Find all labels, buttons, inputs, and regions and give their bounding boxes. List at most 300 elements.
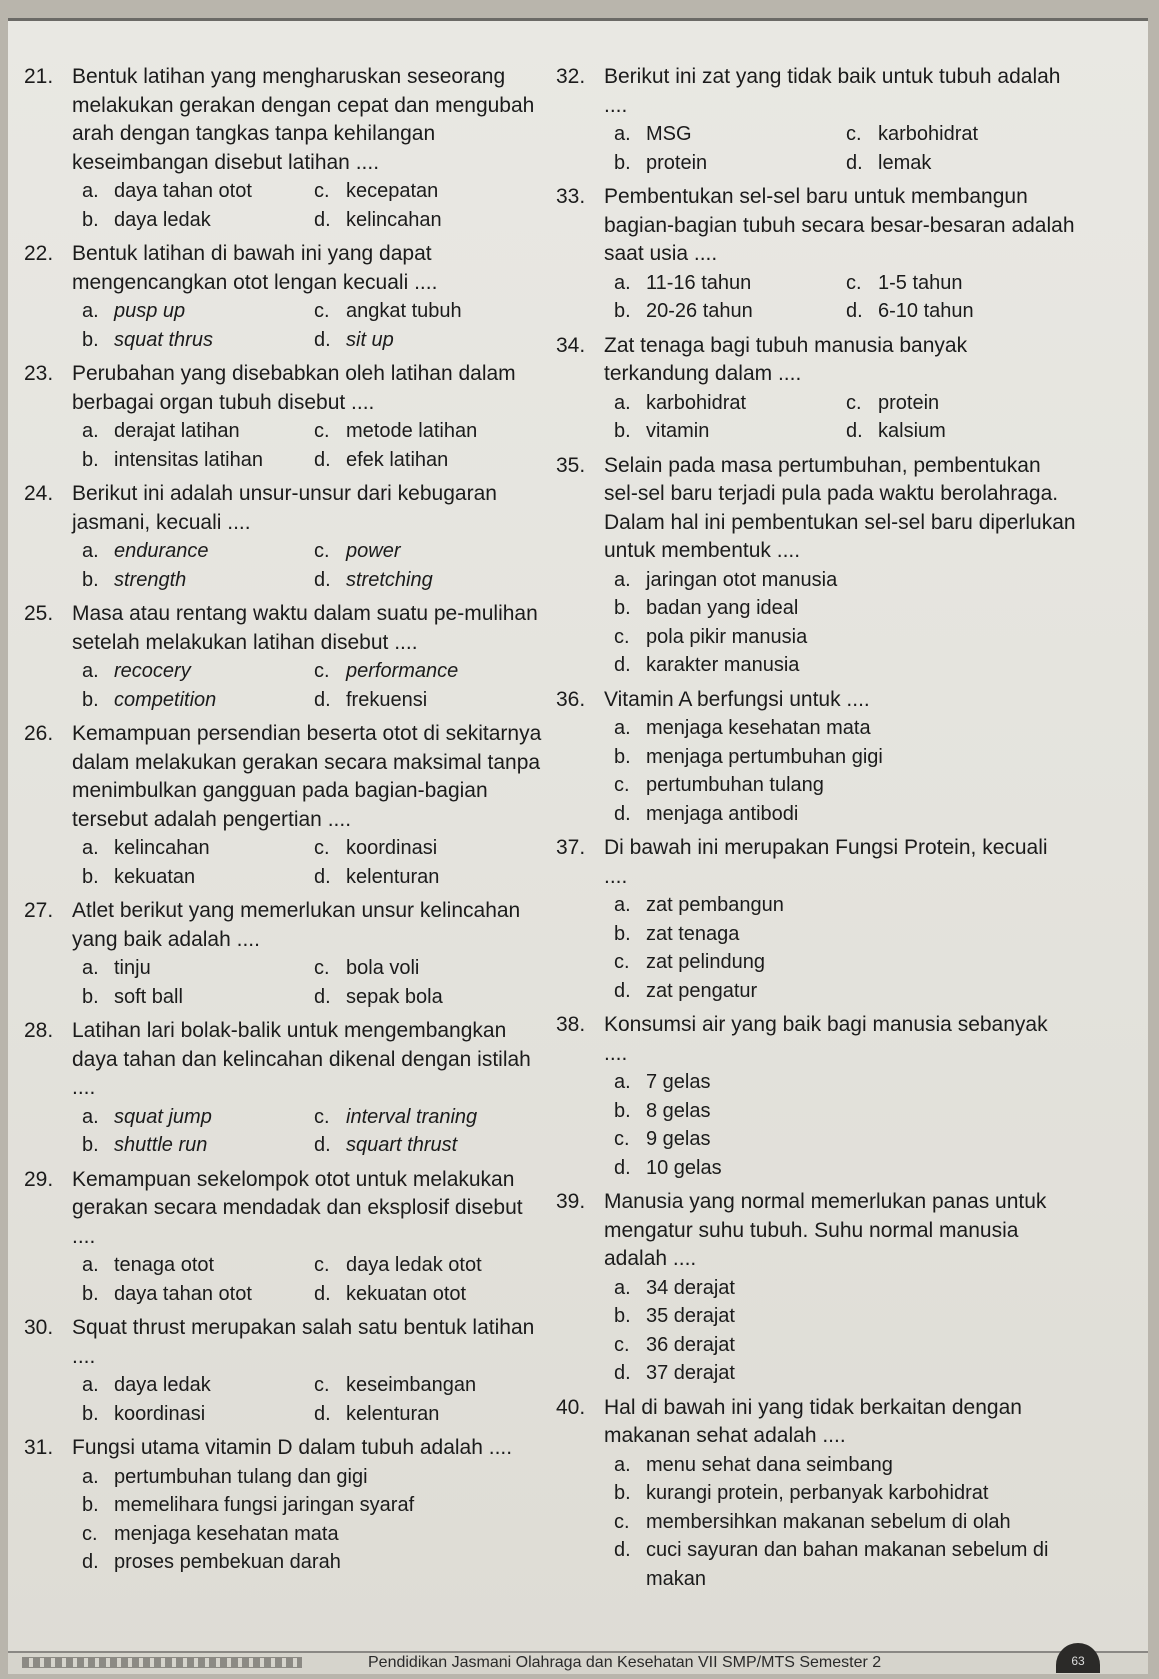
option-letter: a.: [82, 420, 99, 442]
option-text: kelincahan: [346, 208, 442, 231]
answer-option: [614, 623, 1076, 652]
question-text: Kemampuan persendian beserta otot di sekitarnya dalam melakukan gerakan secara maksimal tanpa menimbulkan gangguan pada bagian-bagian tersebut adalah pengertian ....: [72, 722, 542, 831]
option-text: zat pelindung: [646, 951, 765, 973]
option-text: menjaga kesehatan mata: [114, 1522, 339, 1545]
option-text: 7 gelas: [646, 1071, 711, 1093]
option-text: kekuatan otot: [346, 1282, 467, 1305]
option-letter: a.: [614, 391, 631, 414]
answer-option: [614, 566, 1076, 595]
option-text: 20-26 tahun: [646, 300, 753, 322]
answer-option: [82, 326, 314, 355]
question-text: Manusia yang normal memerlukan panas untuk mengatur suhu tubuh. Suhu normal manusia adalah ....: [604, 1190, 1047, 1270]
option-text: kelenturan: [346, 865, 440, 888]
answer-option: [82, 983, 314, 1012]
answer-options: [614, 120, 1076, 177]
option-letter: c.: [314, 1374, 330, 1396]
answer-option: [846, 417, 1076, 446]
answer-option: [614, 977, 1076, 1006]
answer-option: [614, 948, 1076, 977]
option-letter: c.: [314, 300, 330, 322]
option-text: badan yang ideal: [646, 597, 799, 619]
question-stem: [24, 240, 544, 297]
option-letter: b.: [614, 300, 631, 322]
question-number: 27.: [24, 899, 54, 922]
option-letter: a.: [82, 1465, 99, 1488]
option-letter: d.: [614, 802, 631, 825]
option-text: pertumbuhan tulang: [646, 774, 824, 796]
option-letter: d.: [82, 1551, 99, 1573]
option-letter: a.: [82, 300, 99, 322]
option-text: soft ball: [114, 985, 183, 1008]
option-letter: d.: [314, 208, 331, 231]
option-letter: d.: [314, 448, 331, 471]
option-letter: c.: [614, 625, 630, 648]
question-text: Berikut ini zat yang tidak baik untuk tubuh adalah ....: [604, 65, 1061, 117]
answer-option: [82, 1371, 314, 1400]
answer-option: [314, 1131, 544, 1160]
option-letter: c.: [846, 123, 862, 145]
option-letter: b.: [614, 151, 631, 174]
option-text: 1-5 tahun: [878, 271, 963, 294]
answer-option: [82, 657, 314, 686]
option-text: 34 derajat: [646, 1276, 735, 1299]
answer-option: [82, 1548, 544, 1577]
option-letter: c.: [846, 271, 862, 294]
question-text: Masa atau rentang waktu dalam suatu pe-mulihan setelah melakukan latihan disebut ....: [72, 602, 538, 654]
answer-option: [314, 954, 544, 983]
option-letter: d.: [846, 151, 863, 174]
option-letter: c.: [314, 957, 330, 979]
option-text: protein: [646, 151, 708, 174]
option-text: jaringan otot manusia: [646, 568, 838, 591]
answer-option: [82, 954, 314, 983]
answer-option: [614, 891, 1076, 920]
option-letter: a.: [82, 180, 99, 202]
answer-options: [82, 1463, 544, 1577]
answer-options: [82, 1371, 544, 1428]
option-text: karakter manusia: [646, 654, 800, 676]
question-21: [24, 63, 544, 234]
option-letter: c.: [614, 1510, 630, 1533]
option-text: daya ledak: [114, 1374, 211, 1396]
answer-option: [82, 1463, 544, 1492]
option-letter: c.: [846, 391, 862, 414]
answer-options: [82, 297, 544, 354]
footer-decoration: [22, 1657, 302, 1668]
answer-option: [614, 417, 846, 446]
option-letter: a.: [82, 957, 99, 979]
answer-option: [614, 920, 1076, 949]
option-letter: d.: [614, 1156, 631, 1179]
question-text: Hal di bawah ini yang tidak berkaitan dengan makanan sehat adalah ....: [604, 1395, 1022, 1447]
question-stem: [556, 452, 1076, 566]
option-letter: a.: [614, 1071, 631, 1093]
answer-options: [82, 417, 544, 474]
option-text: proses pembekuan darah: [114, 1551, 341, 1573]
answer-option: [614, 1154, 1076, 1183]
option-letter: b.: [82, 328, 99, 351]
answer-option: [614, 1536, 1076, 1593]
answer-option: [314, 326, 544, 355]
answer-option: [614, 149, 846, 178]
footer-book-title: Pendidikan Jasmani Olahraga dan Kesehatan VII SMP/MTS Semester 2: [368, 1654, 882, 1671]
option-letter: d.: [314, 1402, 331, 1425]
answer-option: [314, 1400, 544, 1429]
option-letter: d.: [614, 1539, 631, 1561]
option-text: competition: [114, 688, 217, 711]
question-38: [556, 1011, 1076, 1182]
question-stem: [24, 1166, 544, 1252]
question-number: 38.: [556, 1013, 586, 1036]
question-text: Konsumsi air yang baik bagi manusia sebanyak ....: [604, 1013, 1048, 1065]
option-text: squat jump: [114, 1105, 212, 1128]
option-text: kelincahan: [114, 837, 210, 859]
option-letter: c.: [614, 774, 630, 796]
option-letter: b.: [614, 745, 631, 768]
answer-option: [82, 1251, 314, 1280]
option-letter: d.: [614, 979, 631, 1002]
answer-option: [82, 1520, 544, 1549]
question-29: [24, 1166, 544, 1309]
option-letter: a.: [82, 1374, 99, 1396]
question-number: 39.: [556, 1190, 586, 1213]
question-26: [24, 720, 544, 891]
answer-option: [314, 834, 544, 863]
option-text: daya tahan otot: [114, 180, 252, 202]
question-stem: [556, 63, 1076, 120]
question-text: Kemampuan sekelompok otot untuk melakukan gerakan secara mendadak dan eksplosif disebut ....: [72, 1167, 523, 1248]
question-text: Fungsi utama vitamin D dalam tubuh adalah ....: [72, 1436, 513, 1459]
question-number: 25.: [24, 602, 54, 625]
left-question-column: [24, 63, 544, 1583]
option-text: strength: [114, 568, 187, 591]
question-stem: [24, 1434, 544, 1463]
option-letter: a.: [82, 660, 99, 682]
answer-options: [614, 1451, 1076, 1594]
option-letter: d.: [314, 1134, 331, 1156]
question-text: Squat thrust merupakan salah satu bentuk latihan ....: [72, 1316, 535, 1368]
option-letter: c.: [614, 1333, 630, 1356]
option-text: lemak: [878, 151, 932, 174]
question-text: Latihan lari bolak-balik untuk mengembangkan daya tahan dan kelincahan dikenal dengan istilah ....: [72, 1019, 531, 1099]
answer-option: [614, 389, 846, 418]
option-letter: b.: [82, 208, 99, 231]
answer-options: [82, 1103, 544, 1160]
option-text: endurance: [114, 540, 209, 562]
option-letter: d.: [314, 985, 331, 1008]
option-letter: c.: [314, 540, 330, 562]
option-letter: b.: [82, 568, 99, 591]
option-text: pola pikir manusia: [646, 625, 808, 648]
option-letter: b.: [614, 1099, 631, 1122]
answer-option: [846, 149, 1076, 178]
answer-option: [82, 1400, 314, 1429]
answer-option: [82, 1131, 314, 1160]
question-stem: [556, 834, 1076, 891]
question-stem: [24, 1017, 544, 1103]
question-stem: [24, 63, 544, 177]
option-letter: a.: [82, 837, 99, 859]
question-stem: [24, 1314, 544, 1371]
worksheet-page: [8, 18, 1148, 1669]
question-number: 30.: [24, 1316, 54, 1339]
option-letter: b.: [614, 420, 631, 442]
option-text: zat pengatur: [646, 979, 758, 1002]
question-31: [24, 1434, 544, 1577]
option-text: sepak bola: [346, 985, 443, 1008]
option-text: menu sehat dana seimbang: [646, 1453, 893, 1476]
question-stem: [556, 686, 1076, 715]
answer-option: [314, 1280, 544, 1309]
answer-option: [614, 1479, 1076, 1508]
question-text: Berikut ini adalah unsur-unsur dari kebugaran jasmani, kecuali ....: [72, 482, 497, 534]
question-35: [556, 452, 1076, 680]
option-letter: d.: [314, 865, 331, 888]
question-number: 28.: [24, 1019, 54, 1042]
answer-options: [82, 954, 544, 1011]
option-text: shuttle run: [114, 1134, 208, 1156]
option-letter: a.: [614, 271, 631, 294]
option-letter: a.: [82, 1254, 99, 1276]
option-letter: b.: [82, 1282, 99, 1305]
option-text: sit up: [346, 328, 394, 351]
option-text: daya ledak otot: [346, 1254, 482, 1276]
answer-option: [614, 1097, 1076, 1126]
option-text: daya tahan otot: [114, 1282, 252, 1305]
option-text: zat pembangun: [646, 894, 784, 916]
answer-options: [82, 834, 544, 891]
option-letter: a.: [614, 568, 631, 591]
question-33: [556, 183, 1076, 326]
option-text: squat thrus: [114, 328, 213, 351]
option-letter: c.: [614, 951, 630, 973]
option-letter: b.: [82, 865, 99, 888]
option-text: koordinasi: [114, 1402, 206, 1425]
option-letter: d.: [846, 420, 863, 442]
answer-option: [82, 566, 314, 595]
question-39: [556, 1188, 1076, 1388]
question-36: [556, 686, 1076, 829]
question-stem: [24, 480, 544, 537]
option-text: recocery: [114, 660, 191, 682]
question-text: Bentuk latihan di bawah ini yang dapat mengencangkan otot lengan kecuali ....: [72, 242, 438, 294]
question-number: 37.: [556, 836, 586, 859]
answer-option: [846, 389, 1076, 418]
option-text: efek latihan: [346, 448, 449, 471]
question-37: [556, 834, 1076, 1005]
option-text: 9 gelas: [646, 1128, 711, 1150]
question-text: Pembentukan sel-sel baru untuk membangun bagian-bagian tubuh secara besar-besaran adalah saat usia ....: [604, 185, 1075, 265]
answer-options: [82, 177, 544, 234]
answer-options: [82, 657, 544, 714]
option-text: cuci sayuran dan bahan makanan sebelum di makan: [646, 1539, 1049, 1590]
option-text: intensitas latihan: [114, 448, 263, 471]
question-30: [24, 1314, 544, 1428]
question-text: Atlet berikut yang memerlukan unsur kelincahan yang baik adalah ....: [72, 899, 521, 951]
option-text: menjaga kesehatan mata: [646, 717, 871, 739]
option-text: karbohidrat: [878, 123, 979, 145]
option-text: menjaga antibodi: [646, 802, 799, 825]
option-letter: d.: [614, 654, 631, 676]
answer-option: [314, 417, 544, 446]
question-24: [24, 480, 544, 594]
answer-option: [614, 743, 1076, 772]
option-text: 37 derajat: [646, 1362, 735, 1384]
question-number: 40.: [556, 1395, 586, 1419]
question-text: Perubahan yang disebabkan oleh latihan dalam berbagai organ tubuh disebut ....: [72, 362, 516, 414]
option-text: koordinasi: [346, 837, 438, 859]
option-letter: c.: [314, 180, 330, 202]
question-number: 22.: [24, 242, 54, 265]
option-text: angkat tubuh: [346, 300, 462, 322]
option-letter: b.: [614, 1305, 631, 1327]
question-number: 21.: [24, 65, 54, 88]
question-stem: [556, 1394, 1076, 1451]
answer-option: [614, 1451, 1076, 1480]
answer-options: [614, 714, 1076, 828]
option-text: 35 derajat: [646, 1305, 735, 1327]
question-34: [556, 332, 1076, 446]
option-letter: b.: [614, 597, 631, 619]
option-text: 6-10 tahun: [878, 300, 974, 322]
answer-option: [314, 983, 544, 1012]
answer-option: [314, 537, 544, 566]
answer-option: [82, 1280, 314, 1309]
option-letter: d.: [614, 1362, 631, 1384]
option-letter: c.: [314, 660, 330, 682]
answer-options: [614, 1068, 1076, 1182]
option-letter: c.: [314, 1254, 330, 1276]
option-letter: b.: [82, 985, 99, 1008]
question-number: 31.: [24, 1436, 54, 1459]
question-stem: [556, 183, 1076, 269]
answer-option: [314, 446, 544, 475]
option-text: interval traning: [346, 1105, 478, 1128]
answer-option: [314, 1251, 544, 1280]
option-text: daya ledak: [114, 208, 211, 231]
option-text: zat tenaga: [646, 922, 740, 945]
answer-option: [614, 297, 846, 326]
question-text: Bentuk latihan yang mengharuskan seseorang melakukan gerakan dengan cepat dan mengubah arah dengan tangkas tanpa kehilangan keseimbangan disebut latihan ....: [72, 65, 535, 174]
option-letter: b.: [614, 1482, 631, 1504]
answer-option: [614, 269, 846, 298]
option-letter: a.: [82, 540, 99, 562]
answer-options: [614, 891, 1076, 1005]
option-letter: c.: [314, 420, 330, 442]
option-text: MSG: [646, 123, 692, 145]
question-text: Di bawah ini merupakan Fungsi Protein, kecuali ....: [604, 836, 1048, 888]
option-text: squart thrust: [346, 1134, 458, 1156]
question-text: Zat tenaga bagi tubuh manusia banyak terkandung dalam ....: [604, 333, 968, 385]
option-letter: c.: [82, 1522, 98, 1545]
option-text: kekuatan: [114, 865, 196, 888]
answer-option: [614, 800, 1076, 829]
question-stem: [24, 360, 544, 417]
option-text: frekuensi: [346, 688, 428, 711]
option-text: keseimbangan: [346, 1374, 477, 1396]
option-text: kelenturan: [346, 1402, 440, 1425]
answer-option: [82, 863, 314, 892]
question-number: 23.: [24, 362, 54, 385]
option-text: bola voli: [346, 957, 420, 979]
option-text: memelihara fungsi jaringan syaraf: [114, 1494, 415, 1516]
answer-option: [614, 1274, 1076, 1303]
answer-option: [314, 1371, 544, 1400]
option-letter: a.: [614, 717, 631, 739]
option-letter: b.: [82, 1402, 99, 1425]
option-letter: c.: [314, 837, 330, 859]
option-letter: c.: [614, 1128, 630, 1150]
option-text: stretching: [346, 568, 433, 591]
answer-option: [614, 1508, 1076, 1537]
question-number: 34.: [556, 333, 586, 357]
option-text: 11-16 tahun: [646, 271, 752, 294]
question-32: [556, 63, 1076, 177]
answer-option: [614, 1331, 1076, 1360]
question-number: 36.: [556, 687, 586, 711]
option-letter: b.: [82, 448, 99, 471]
answer-option: [614, 594, 1076, 623]
option-letter: b.: [614, 922, 631, 945]
answer-option: [314, 566, 544, 595]
option-text: kalsium: [878, 420, 946, 442]
question-text: Selain pada masa pertumbuhan, pembentukan sel-sel baru terjadi pula pada waktu berolahraga. Dalam hal ini pembentukan sel-sel baru diperlukan untuk membentuk ....: [604, 453, 1076, 562]
answer-options: [82, 537, 544, 594]
question-number: 26.: [24, 722, 54, 745]
option-letter: c.: [314, 1105, 330, 1128]
answer-option: [614, 771, 1076, 800]
option-text: kurangi protein, perbanyak karbohidrat: [646, 1482, 989, 1504]
answer-option: [82, 834, 314, 863]
answer-option: [614, 120, 846, 149]
page-footer: [8, 1651, 1148, 1674]
answer-option: [314, 657, 544, 686]
question-28: [24, 1017, 544, 1160]
option-text: protein: [878, 391, 940, 414]
answer-option: [614, 1359, 1076, 1388]
right-question-column: [556, 63, 1076, 1599]
question-23: [24, 360, 544, 474]
question-number: 32.: [556, 65, 586, 88]
option-text: 10 gelas: [646, 1156, 722, 1179]
question-number: 29.: [24, 1167, 54, 1191]
option-letter: a.: [614, 123, 631, 145]
answer-option: [82, 1491, 544, 1520]
answer-option: [314, 1103, 544, 1132]
option-text: 8 gelas: [646, 1099, 711, 1122]
answer-option: [314, 297, 544, 326]
option-text: membersihkan makanan sebelum di olah: [646, 1510, 1011, 1533]
option-letter: d.: [314, 328, 331, 351]
answer-option: [82, 206, 314, 235]
answer-options: [614, 269, 1076, 326]
option-text: tinju: [114, 957, 151, 979]
question-text: Vitamin A berfungsi untuk ....: [604, 687, 870, 711]
option-text: metode latihan: [346, 420, 478, 442]
question-22: [24, 240, 544, 354]
option-text: kecepatan: [346, 180, 439, 202]
question-number: 35.: [556, 453, 586, 477]
option-letter: d.: [314, 1282, 331, 1305]
answer-option: [846, 269, 1076, 298]
option-letter: a.: [614, 894, 631, 916]
answer-option: [314, 177, 544, 206]
answer-options: [614, 566, 1076, 680]
answer-option: [82, 1103, 314, 1132]
question-25: [24, 600, 544, 714]
option-text: power: [346, 540, 401, 562]
question-number: 24.: [24, 482, 54, 505]
